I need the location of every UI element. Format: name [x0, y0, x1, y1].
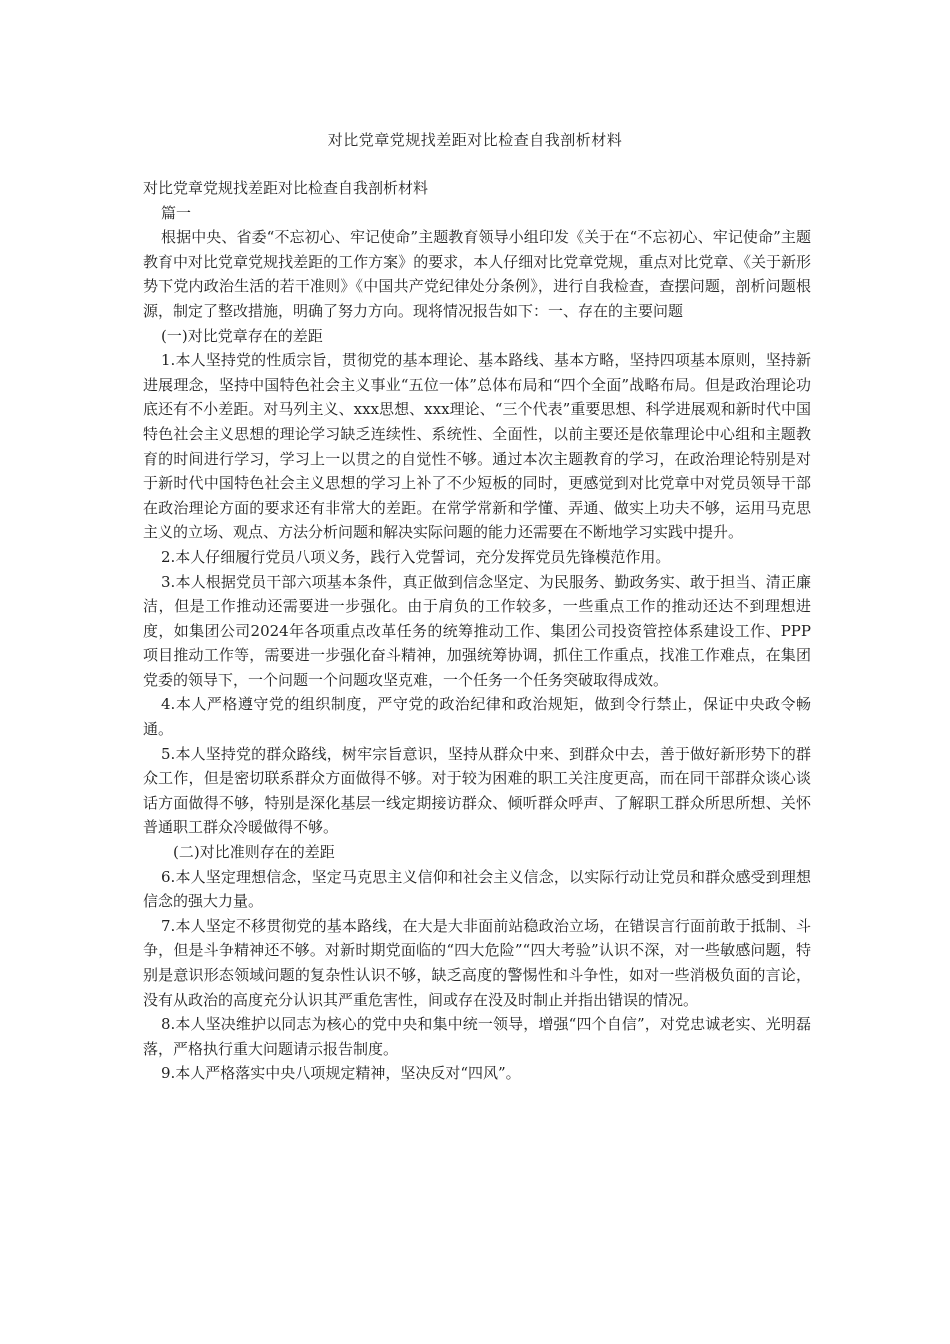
- list-item: 3.本人根据党员干部六项基本条件，真正做到信念坚定、为民服务、勤政务实、敢于担当、清正廉洁，但是工作推动还需要进一步强化。由于肩负的工作较多，一些重点工作的推动还达不到理想进度，如集团公司2024年各项重点改革任务的统筹推动工作、集团公司投资管控体系建设工作、PPP项目推动工作等，需要进一步强化奋斗精神，加强统筹协调，抓住工作重点，找准工作难点，在集团党委的领导下，一个问题一个问题攻坚克难，一个任务一个任务突破取得成效。: [143, 572, 811, 689]
- document-body: [143, 176, 811, 1086]
- list-item: 5.本人坚持党的群众路线，树牢宗旨意识，坚持从群众中来、到群众中去，善于做好新形势下的群众工作，但是密切联系群众方面做得不够。对于较为困难的职工关注度更高，而在同干部群众谈心谈话方面做得不够，特别是深化基层一线定期接访群众、倾听群众呼声、了解职工群众所思所想、关怀普通职工群众冷暖做得不够。: [143, 744, 811, 837]
- list-item: 6.本人坚定理想信念，坚定马克思主义信仰和社会主义信念，以实际行动让党员和群众感受到理想信念的强大力量。: [143, 867, 811, 911]
- list-item: 8.本人坚决维护以同志为核心的党中央和集中统一领导，增强“四个自信”，对党忠诚老实、光明磊落，严格执行重大问题请示报告制度。: [143, 1015, 811, 1058]
- part-label: 篇一: [161, 203, 192, 222]
- intro-paragraph: 根据中央、省委“不忘初心、牢记使命”主题教育领导小组印发《关于在“不忘初心、牢记使命”主题教育中对比党章党规找差距的工作方案》的要求，本人仔细对比党章党规，重点对比党章、《关于新形势下党内政治生活的若干准则》《中国共产党纪律处分条例》，进行自我检查，查摆问题，剖析问题根源，制定了整改措施，明确了努力方向。现将情况报告如下：一、存在的主要问题: [143, 228, 811, 320]
- list-item: 2.本人仔细履行党员八项义务，践行入党誓词，充分发挥党员先锋模范作用。: [161, 547, 671, 566]
- document-title: 对比党章党规找差距对比检查自我剖析材料: [327, 131, 623, 149]
- section-heading-party-constitution: (一)对比党章存在的差距: [161, 326, 323, 345]
- section-heading-guidelines: (二)对比准则存在的差距: [173, 843, 335, 862]
- list-item: 4.本人严格遵守党的组织制度，严守党的政治纪律和政治规矩，做到令行禁止，保证中央政令畅通。: [143, 695, 811, 739]
- list-item: 7.本人坚定不移贯彻党的基本路线，在大是大非面前站稳政治立场，在错误言行面前敢于抵制、斗争，但是斗争精神还不够。对新时期党面临的“四大危险”“四大考验”认识不深，对一些敏感问题，特别是意识形态领域问题的复杂性认识不够，缺乏高度的警惕性和斗争性，如对一些消极负面的言论，没有从政治的高度充分认识其严重危害性，间或存在没及时制止并指出错误的情况。: [143, 916, 811, 1009]
- list-item: 1.本人坚持党的性质宗旨，贯彻党的基本理论、基本路线、基本方略，坚持四项基本原则，坚持新进展理念，坚持中国特色社会主义事业“五位一体”总体布局和“四个全面”战略布局。但是政治理论功底还有不小差距。对马列主义、xxx思想、xxx理论、“三个代表”重要思想、科学进展观和新时代中国特色社会主义思想的理论学习缺乏连续性、系统性、全面性，以前主要还是依靠理论中心组和主题教育的时间进行学习，学习上一以贯之的自觉性不够。通过本次主题教育的学习，在政治理论特别是对于新时代中国特色社会主义思想的学习上补了不少短板的同时，更感觉到对比党章中对党员领导干部在政治理论方面的要求还有非常大的差距。在常学常新和学懂、弄通、做实上功夫不够，运用马克思主义的立场、观点、方法分析问题和解决实际问题的能力还需要在不断地学习实践中提升。: [143, 351, 811, 542]
- list-item: 9.本人严格落实中央八项规定精神，坚决反对“四风”。: [161, 1064, 521, 1083]
- document-subtitle: 对比党章党规找差距对比检查自我剖析材料: [143, 179, 429, 197]
